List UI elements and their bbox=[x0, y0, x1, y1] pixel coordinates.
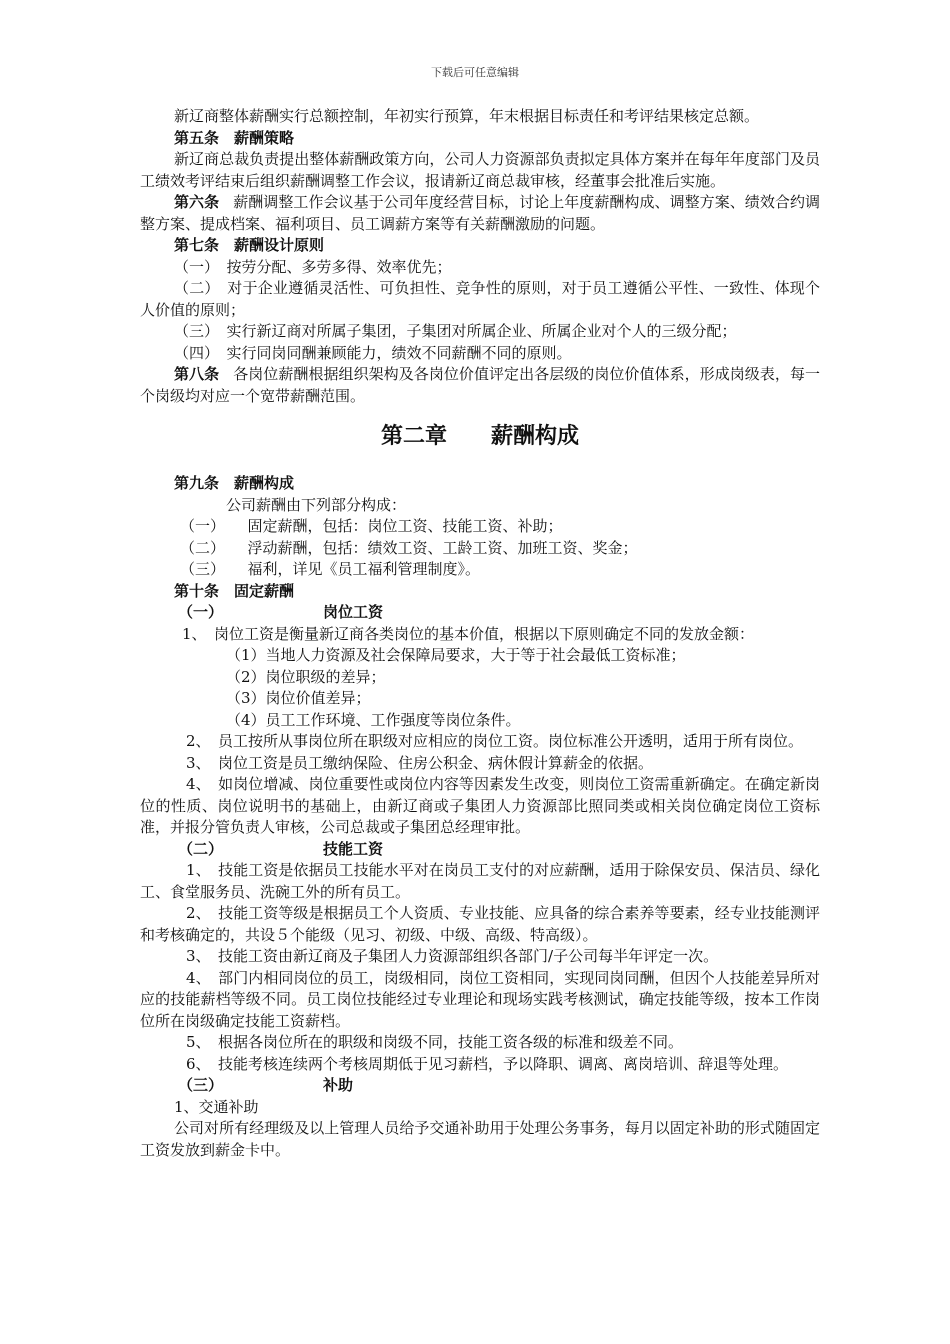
section-2-item-5: 5、 根据各岗位所在的职级和岗级不同，技能工资各级的标准和级差不同。 bbox=[186, 1033, 684, 1051]
section-1-item-1a: （1）当地人力资源及社会保障局要求，大于等于社会最低工资标准； bbox=[226, 646, 686, 664]
section-2-item-3: 3、 技能工资由新辽商及子集团人力资源部组织各部门/子公司每半年评定一次。 bbox=[186, 947, 719, 965]
section-1-item-1: 1、 岗位工资是衡量新辽商各类岗位的基本价值，根据以下原则确定不同的发放金额： bbox=[182, 624, 755, 643]
article-9-intro: 公司薪酬由下列部分构成： bbox=[226, 495, 407, 514]
article-7-item-4: （四） 实行同岗同酬兼顾能力，绩效不同薪酬不同的原则。 bbox=[174, 343, 572, 362]
article-6-title: 第六条 bbox=[174, 193, 220, 211]
article-9-title: 第九条 薪酬构成 bbox=[174, 474, 295, 492]
section-2-item-6: 6、 技能考核连续两个考核周期低于见习薪档，予以降职、调离、离岗培训、辞退等处理。 bbox=[186, 1054, 789, 1073]
paragraph-total-control: 新辽商整体薪酬实行总额控制，年初实行预算，年末根据目标责任和考评结果核定总额。 bbox=[174, 107, 760, 125]
article-7-item-1: （一） 按劳分配、多劳多得、效率优先； bbox=[174, 257, 452, 276]
article-6 bbox=[140, 192, 820, 235]
article-8-text: 各岗位薪酬根据组织架构及各岗位价值评定出各层级的岗位价值体系，形成岗级表，每一个岗级均对应一个宽带薪酬范围。 bbox=[140, 365, 820, 405]
section-2-item-2: 2、 技能工资等级是根据员工个人资质、专业技能、应具备的综合素养等要素，经专业技能测评和考核确定的，共设５个能级（见习、初级、中级、高级、特高级）。 bbox=[140, 904, 820, 944]
section-1-item-4: 4、 如岗位增减、岗位重要性或岗位内容等因素发生改变，则岗位工资需重新确定。在确定新岗位的性质、岗位说明书的基础上，由新辽商或子集团人力资源部比照同类或相关岗位确定岗位工资标准，并报分管负责人审核，公司总裁或子集团总经理审批。 bbox=[140, 775, 820, 836]
article-6-text: 薪酬调整工作会议基于公司年度经营目标，讨论上年度薪酬构成、调整方案、绩效合约调整方案、提成档案、福利项目、员工调薪方案等有关薪酬激励的问题。 bbox=[140, 193, 820, 233]
section-3-heading bbox=[140, 1075, 820, 1097]
document-body bbox=[140, 106, 820, 1161]
section-1-item-3: 3、 岗位工资是员工缴纳保险、住房公积金、病休假计算薪金的依据。 bbox=[186, 753, 654, 772]
article-5-text: 新辽商总裁负责提出整体薪酬政策方向，公司人力资源部负责拟定具体方案并在每年年度部门及员工绩效考评结束后组织薪酬调整工作会议，报请新辽商总裁审核，经董事会批准后实施。 bbox=[140, 150, 820, 190]
section-3-number: （三） bbox=[178, 1076, 224, 1094]
article-7-title: 第七条 薪酬设计原则 bbox=[174, 236, 325, 254]
article-7-item-3: （三） 实行新辽商对所属子集团，子集团对所属企业、所属企业对个人的三级分配； bbox=[174, 322, 737, 340]
article-7-item-2: （二） 对于企业遵循灵活性、可负担性、竞争性的原则，对于员工遵循公平性、一致性、体现个人价值的原则； bbox=[140, 279, 820, 319]
section-2-number: （二） bbox=[178, 839, 224, 858]
section-3-item-1: 1、交通补助 bbox=[174, 1097, 259, 1116]
article-9-item-2: （二） 浮动薪酬，包括：绩效工资、工龄工资、加班工资、奖金； bbox=[180, 538, 638, 557]
section-3-item-1-text: 公司对所有经理级及以上管理人员给予交通补助用于处理公务事务，每月以固定补助的形式随固定工资发放到薪金卡中。 bbox=[140, 1119, 820, 1159]
section-1-item-2: 2、 员工按所从事岗位所在职级对应相应的岗位工资。岗位标准公开透明，适用于所有岗位。 bbox=[186, 732, 804, 750]
section-1-title: 岗位工资 bbox=[323, 603, 384, 621]
section-1-heading bbox=[140, 602, 820, 624]
chapter-2-heading: 第二章 薪酬构成 bbox=[380, 423, 579, 449]
section-1-number: （一） bbox=[178, 603, 224, 621]
section-1-item-1c: （3）岗位价值差异； bbox=[226, 689, 371, 707]
page-header: 下载后可任意编辑 bbox=[431, 66, 519, 79]
section-1-item-1d: （4）员工工作环境、工作强度等岗位条件。 bbox=[226, 710, 521, 729]
article-8 bbox=[140, 364, 820, 407]
section-3-title: 补助 bbox=[323, 1076, 354, 1094]
section-1-item-1b: （2）岗位职级的差异； bbox=[226, 667, 386, 686]
article-9-item-1: （一） 固定薪酬，包括：岗位工资、技能工资、补助； bbox=[180, 517, 563, 535]
article-9-item-3: （三） 福利，详见《员工福利管理制度》。 bbox=[180, 560, 481, 578]
section-2-heading bbox=[140, 839, 820, 861]
article-8-title: 第八条 bbox=[174, 365, 220, 383]
article-10-title: 第十条 固定薪酬 bbox=[174, 581, 295, 600]
section-2-item-4: 4、 部门内相同岗位的员工，岗级相同，岗位工资相同，实现同岗同酬，但因个人技能差异所对应的技能薪档等级不同。员工岗位技能经过专业理论和现场实践考核测试，确定技能等级，按本工作岗位所在岗级确定技能工资薪档。 bbox=[140, 968, 820, 1030]
article-5-title: 第五条 薪酬策略 bbox=[174, 128, 295, 147]
section-2-item-1: 1、 技能工资是依据员工技能水平对在岗员工支付的对应薪酬，适用于除保安员、保洁员、绿化工、食堂服务员、洗碗工外的所有员工。 bbox=[140, 861, 820, 901]
section-2-title: 技能工资 bbox=[323, 839, 384, 858]
